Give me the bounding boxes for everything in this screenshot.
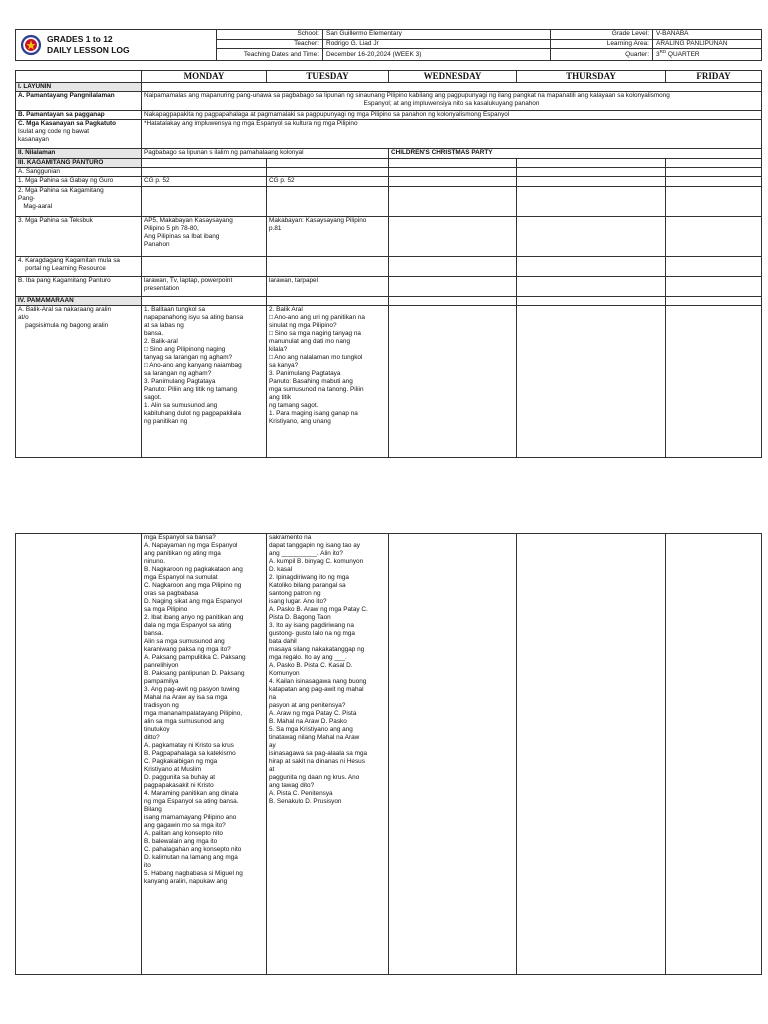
empty-cell [142,257,267,277]
empty-cell [389,217,517,257]
tuesday-p2-line: pasyon at ang penitensya? [269,702,346,709]
tuesday-p2-line: isinasagawa sa pag-alaala sa mga [269,750,368,757]
pagganap-value: Nakapagpapakita ng pagpapahalaga at pagmamalaki sa pagpupunyagi ng mga Pilipino sa panahon ng kolonyalismong Espanyol [142,111,762,120]
monday-p2-line: ang gagawin mo sa mga ito? [144,822,226,829]
monday-p2-line: 4. Maraming panitikan ang dinala [144,790,239,797]
teksbuk-label: 3. Mga Pahina sa Teksbuk [16,217,142,257]
empty-cell [389,177,517,187]
karagdagan-label: 4. Karagdagang Kagamitan mula sa portal ng Learning Resource [16,257,142,277]
monday-p1-line: □ Sino ang Pilipinong naging [144,346,226,354]
tuesday-p2-line: Komunyon [269,670,300,677]
monday-p2-line: B. Pagpapahalaga sa katekismo [144,750,236,757]
tuesday-p2-line: A. Araw ng mga Patay C. Pista [269,710,357,717]
empty-cell [666,534,762,975]
empty-cell [389,159,517,168]
teksbuk-monday: AP5, Makabayan Kasaysayang Pilipino 5 ph 78-80, Ang Pilipinas sa Ibat ibang Panahon [142,217,267,257]
title-grades: GRADES 1 to 12 [47,33,113,44]
sanggunian-label: A. Sanggunian [16,168,142,177]
tuesday-p1-line: mga sumusunod na tanong. Piliin [269,386,364,394]
tuesday-p2-line: ay [269,742,276,749]
empty-cell [517,277,666,297]
day-tuesday: TUESDAY [267,71,389,83]
monday-p2-line: ito [144,862,151,869]
header-table [15,29,762,61]
empty-cell [517,177,666,187]
monday-p2-line: 3. Ang pag-awit ng pasyon tuwing [144,686,240,693]
tuesday-p2-line: 3. Ito ay isang pagdiriwang na [269,622,354,629]
monday-p2-line: A. Napayaman ng mga Espanyol [144,542,238,549]
monday-p2-line: ng mga Espanyol sa ating bansa. [144,798,239,805]
tuesday-p2-line: mga regalo. Ito ay ang ___. [269,654,347,661]
empty-cell [517,534,666,975]
tuesday-p2-line: B. Mahal na Araw D. Pasko [269,718,347,725]
monday-p1-line: napapanahong isyu sa ating bansa [144,314,244,322]
monday-p2-line: B. balewalain ang mga ito [144,838,218,845]
empty-cell [142,168,267,177]
monday-p1-line: 3. Panimulang Pagtataya [144,378,216,386]
empty-cell [666,159,762,168]
monday-p2-line: oras sa pagbabasa [144,590,199,597]
tuesday-p1-line: □ Sino sa mga naging tanyag na [269,330,361,338]
tuesday-p2-line: ang __________. Alin ito? [269,550,343,557]
empty-cell [389,187,517,217]
layunin-blank [142,83,762,92]
monday-p2-line: bansa. [144,630,164,637]
monday-p1-line: 1. Alin sa sumusunod ang [144,402,218,410]
empty-cell [517,306,666,458]
monday-p1-line: □ Ano-ano ang kanyang naiambag [144,362,242,370]
monday-p2-line: mga mananampalatayang Pilipino, [144,710,243,717]
pamantayang-value: Naipamamalas ang mapanuring pang-unawa sa pagbabago sa lipunan ng sinaunang Pilipino kabilang ang pagpupunyagi ng ilang pangkat na mapanatili ang kalayaan sa kolonyalismong Espanyol; at ang impluwensiya nito sa kasalukuyang panahon [142,92,762,111]
tuesday-p1-line: kilala? [269,346,288,354]
tuesday-p2-line: masaya silang nakakatanggap ng [269,646,365,653]
gabay-label: 1. Mga Pahina sa Gabay ng Guro [16,177,142,187]
day-friday: FRIDAY [666,71,762,83]
tuesday-p2-line: at [269,766,275,773]
monday-p2-line: kanyang aralin, napukaw ang [144,878,228,885]
iba-label: B. Iba pang Kagamitang Panturo [16,277,142,297]
dates-label: Teaching Dates and Time: [217,49,323,61]
monday-p2-line: C. pahalagahan ang konsepto nito [144,846,242,853]
balik-aral-monday [142,306,267,458]
balik-aral-tuesday [267,306,389,458]
empty-cell [389,306,517,458]
monday-p1-line: 1. Balitaan tungkol sa [144,306,206,314]
tuesday-p2-line: isang lugar. Ano ito? [269,598,327,605]
empty-cell [267,297,389,306]
teksbuk-tuesday: Makabayan: Kasaysayang Pilipino p.81 [267,217,389,257]
day-wednesday: WEDNESDAY [389,71,517,83]
monday-p2-line: mga Espanyol na sumulat [144,574,218,581]
monday-p2-line: 5. Habang nagbabasa si Miguel ng [144,870,243,877]
empty-cell [142,187,267,217]
nilalaman-value: Pagbabago sa lipunan s ilalim ng pamahalaang kolonyal [142,149,389,159]
tuesday-p2-line: B. Senakulo D. Prusisyon [269,798,342,805]
monday-p2-line: alin sa mga sumusunod ang [144,718,224,725]
monday-p2-line: Bilang [144,806,162,813]
section-kagamitang: III. KAGAMITANG PANTURO [16,159,142,168]
monday-p2-line: mga Espanyol sa bansa? [144,534,216,541]
grade-label: Grade Level: [551,30,653,40]
lesson-log-continuation-table [15,533,762,975]
monday-p2-line: B. Paksang panlipunan D. Paksang [144,670,245,677]
tuesday-p2-line: gustong- gusto lalo na ng mga [269,630,355,637]
area-label: Learning Area: [551,39,653,49]
area-value: ARALING PANLIPUNAN [653,39,762,49]
monday-p2-line: pampamilya [144,678,179,685]
monday-p2-line: A. Paksang pampulitika C. Paksang [144,654,246,661]
monday-p2-line: Kristiyano at Muslim [144,766,202,773]
section-layunin: I. LAYUNIN [16,83,142,92]
empty-cell [267,159,389,168]
monday-p2-line: C. Pagkakaibigan ng mga [144,758,218,765]
tuesday-p1-line: □ Ano ang nalalaman mo tungkol [269,354,363,362]
tuesday-p2-line: paggunita ng daan ng krus. Ano [269,774,360,781]
monday-p1-line: kabituhang dulot ng pagpapakilala [144,410,242,418]
kasanayan-value: *Hatatalakay ang impluwensya ng mga Espanyol sa kultura ng mga Pilipino [142,120,762,149]
empty-cell [517,257,666,277]
monday-p2-line: tinutukoy [144,726,170,733]
monday-p1-line: sagot. [144,394,162,402]
monday-p1-line: bansa. [144,330,164,338]
empty-cell [267,187,389,217]
monday-p2-line: 2. Ibat ibang anyo ng panitikan ang [144,614,244,621]
monday-p2-line: isang mamamayang Pilipino ano [144,814,237,821]
monday-p1-line: at sa labas ng [144,322,184,330]
monday-p1-line: 2. Balik-aral [144,338,178,346]
tuesday-p2-line: ang tawag dito? [269,782,315,789]
nilalaman-label: II. Nilalaman [16,149,142,159]
title-dll: DAILY LESSON LOG [47,45,130,55]
tuesday-p2-line: na [269,694,277,701]
tuesday-p2-line: A. Pista C. Penitensya [269,790,333,797]
tuesday-p2-line: tinatawag nilang Mahal na Araw [269,734,360,741]
tuesday-p2-line: A. kumpil B. binyag C. komunyon [269,558,364,565]
tuesday-p2-line: 2. Ipinagdiriwang ito ng mga [269,574,349,581]
pagganap-label: B. Pamantayan sa pagganap [16,111,142,120]
tuesday-p1-line: ang titik [269,394,292,402]
empty-cell [16,534,142,975]
empty-cell [142,297,267,306]
empty-cell [517,217,666,257]
lesson-log-table [15,70,762,458]
day-monday: MONDAY [142,71,267,83]
empty-cell [267,168,389,177]
monday-p2-line: pagpapakasakit ni Kristo [144,782,214,789]
balik-aral-label: A. Balik-Aral sa nakaraang aralin at/o pagsisimula ng bagong aralin [16,306,142,458]
school-value: San Guillermo Elementary [323,30,551,40]
teacher-value: Rodrigo G. Liad Jr [323,39,551,49]
empty-cell [666,187,762,217]
dates-value: December 16-20,2024 (WEEK 3) [323,49,551,61]
monday-p1-line: Panuto: Piliin ang titik ng tamang [144,386,238,394]
tuesday-p2-line: D. kasal [269,566,293,573]
empty-cell [517,187,666,217]
pamantayang-label: A. Pamantayang Pangnilalaman [16,92,142,111]
tuesday-continued [267,534,389,975]
quarter-value: 3RD QUARTER [653,49,762,61]
monday-p2-line: Alin sa mga sumusunod ang [144,638,225,645]
kasanayan-label: C. Mga Kasanayan sa Pagkatuto Isulat ang code ng bawat kasanayan [16,120,142,149]
empty-cell [389,534,517,975]
monday-p2-line: ditto? [144,734,160,741]
tuesday-p1-line: sa kanya? [269,362,299,370]
monday-p2-line: A. palitan ang konsepto nito [144,830,223,837]
tuesday-p1-line: Panuto: Basahing mabuti ang [269,378,353,386]
monday-p2-line: Mahal na Araw ay isa sa mga [144,694,228,701]
empty-cell [517,297,666,306]
monday-p2-line: C. Nagkaroon ang mga Pilipino ng [144,582,242,589]
tuesday-p2-line: Pista D. Bagong Taon [269,614,331,621]
gabay-tuesday: CG p. 52 [267,177,389,187]
empty-cell [267,257,389,277]
tuesday-p2-line: hirap at sakit na dinanas ni Hesus [269,758,365,765]
blank-header-cell [16,71,142,83]
tuesday-p1-line: manunulat ang dati mo nang [269,338,351,346]
tuesday-p2-line: 4. Kailan isinasagawa nang buong [269,678,367,685]
monday-p2-line: D. Naging sikat ang mga Espanyol [144,598,243,605]
tuesday-p1-line: 1. Para maging isang ganap na [269,410,358,418]
tuesday-p1-line: □ Ano-ano ang uri ng panitikan na [269,314,365,322]
tuesday-p2-line: katapatan ang pag-awit ng mahal [269,686,364,693]
empty-cell [666,168,762,177]
gabay-monday: CG p. 52 [142,177,267,187]
day-header-row [16,71,762,83]
tuesday-p1-line: 3. Panimulang Pagtataya [269,370,341,378]
monday-p1-line: tanyag sa larangan ng agham? [144,354,233,362]
header-title-cell [16,30,217,61]
monday-continued [142,534,267,975]
teacher-label: Teacher: [217,39,323,49]
iba-tuesday: larawan, tarpapel [267,277,389,297]
monday-p2-line: tradisyon ng [144,702,179,709]
monday-p2-line: dala ng mga Espanyol sa ating [144,622,232,629]
christmas-party: CHILDREN'S CHRISTMAS PARTY [389,149,762,159]
monday-p2-line: ang panitikan ng ating mga [144,550,221,557]
day-thursday: THURSDAY [517,71,666,83]
monday-p2-line: sa mga Pilipino [144,606,188,613]
monday-p2-line: karaniwang paksa ng mga ito? [144,646,231,653]
tuesday-p2-line: sakramento na [269,534,312,541]
empty-cell [389,168,517,177]
monday-p2-line: panrelihiyon [144,662,179,669]
empty-cell [666,277,762,297]
monday-p2-line: ninuno. [144,558,165,565]
quarter-label: Quarter: [551,49,653,61]
empty-cell [666,257,762,277]
tuesday-p2-line: Katoliko bilang parangal sa [269,582,346,589]
section-pamamaraan: IV. PAMAMARAAN [16,297,142,306]
tuesday-p2-line: 5. Sa mga Kristiyano ang ang [269,726,353,733]
tuesday-p2-line: bata dahil [269,638,297,645]
school-label: School: [217,30,323,40]
tuesday-p1-line: Kristiyano, ang unang [269,418,331,426]
empty-cell [666,217,762,257]
empty-cell [389,257,517,277]
monday-p2-line: D. paggunita sa buhay at [144,774,216,781]
tuesday-p2-line: dapat tanggapin ng isang tao ay [269,542,360,549]
tuesday-p2-line: A. Pasko B. Pista C. Kasal D. [269,662,353,669]
empty-cell [666,297,762,306]
monday-p1-line: ng panitikan ng [144,418,188,426]
monday-p2-line: D. kalimutan na lamang ang mga [144,854,238,861]
kagamitang-aaral-label: 2. Mga Pahina sa Kagamitang Pang- Mag-aaral [16,187,142,217]
iba-monday: larawan, Tv, laptap, powerpoint presentation [142,277,267,297]
tuesday-p2-line: A. Pasko B. Araw ng mga Patay C. [269,606,368,613]
monday-p2-line: B. Nagkaroon ng pagkakataon ang [144,566,243,573]
deped-seal-icon [20,34,42,56]
empty-cell [142,159,267,168]
tuesday-p1-line: 2. Balik Aral [269,306,303,314]
empty-cell [389,297,517,306]
monday-p2-line: A. pagkamatay ni Kristo sa krus [144,742,234,749]
grade-value: V-BANABA [653,30,762,40]
empty-cell [517,168,666,177]
tuesday-p1-line: sinulat ng mga Pilipino? [269,322,337,330]
tuesday-p2-line: santong patron ng [269,590,321,597]
empty-cell [666,306,762,458]
tuesday-p1-line: ng tamang sagot. [269,402,319,410]
empty-cell [389,277,517,297]
monday-p1-line: sa larangan ng agham? [144,370,212,378]
empty-cell [666,177,762,187]
empty-cell [517,159,666,168]
